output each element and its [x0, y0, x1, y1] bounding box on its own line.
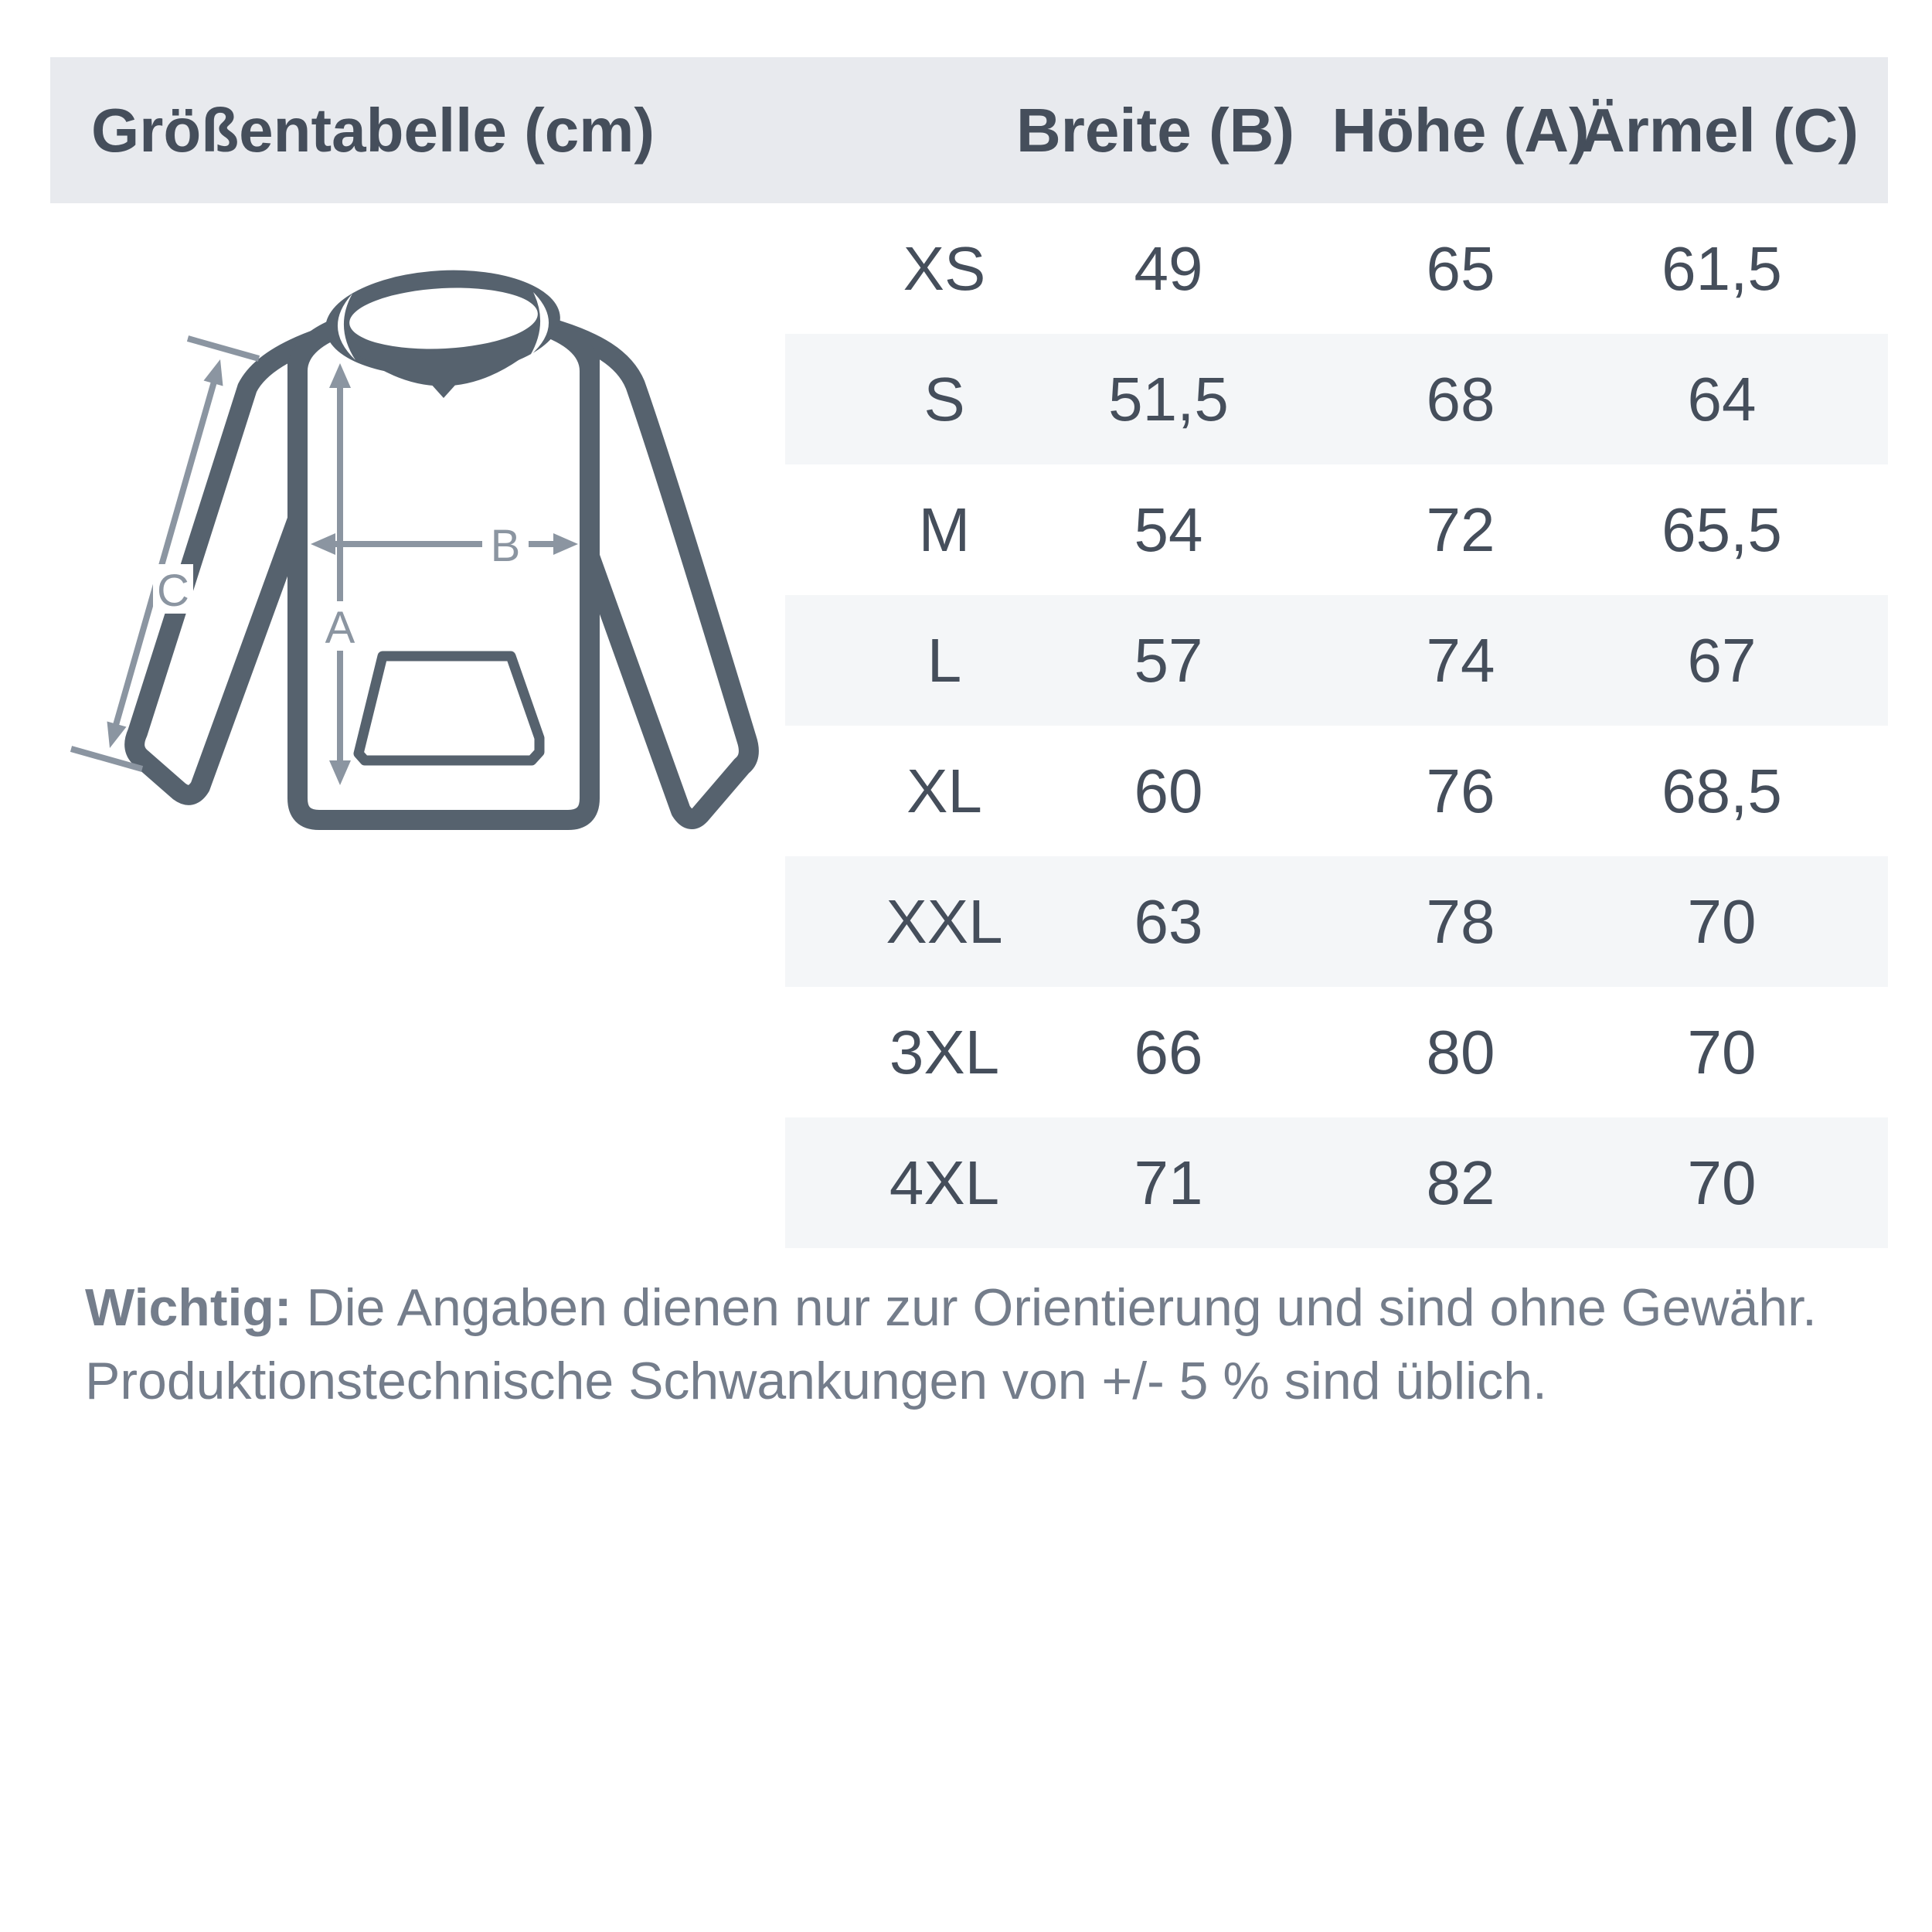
table-row: [785, 726, 1888, 856]
column-header-hoehe: Höhe (A): [1332, 95, 1590, 165]
hoehe-value: 80: [1426, 1017, 1495, 1087]
size-label: M: [918, 495, 971, 564]
size-label: 4XL: [889, 1148, 1000, 1217]
aermel-value: 65,5: [1662, 495, 1782, 564]
hoehe-value: 68: [1426, 364, 1495, 434]
breite-value: 49: [1134, 233, 1203, 303]
size-label: XL: [906, 756, 982, 825]
column-header-aermel: Ärmel (C): [1580, 95, 1859, 165]
hoehe-value: 82: [1426, 1148, 1495, 1217]
aermel-value: 68,5: [1662, 756, 1782, 825]
table-row: [785, 987, 1888, 1117]
sleeve-arrow-head-top-icon: [204, 359, 223, 386]
table-row: [785, 334, 1888, 464]
aermel-value: 61,5: [1662, 233, 1782, 303]
sleeve-arrow-head-bottom-icon: [107, 722, 127, 749]
breite-value: 54: [1134, 495, 1203, 564]
disclaimer-note: [85, 1271, 1901, 1418]
hoehe-value: 74: [1426, 625, 1495, 695]
hoehe-value: 72: [1426, 495, 1495, 564]
width-arrow-label: B: [490, 521, 521, 571]
hoehe-value: 78: [1426, 886, 1495, 956]
table-header: [50, 57, 1888, 203]
table-row: [785, 203, 1888, 334]
breite-value: 71: [1134, 1148, 1203, 1217]
aermel-value: 64: [1687, 364, 1757, 434]
aermel-value: 70: [1687, 1017, 1757, 1087]
breite-value: 57: [1134, 625, 1203, 695]
sleeve-arrow-label: C: [157, 566, 189, 616]
height-arrow-label: A: [325, 603, 355, 653]
breite-value: 51,5: [1108, 364, 1229, 434]
hoehe-value: 76: [1426, 756, 1495, 825]
breite-value: 66: [1134, 1017, 1203, 1087]
breite-value: 60: [1134, 756, 1203, 825]
table-row: [785, 856, 1888, 987]
table-row: [785, 595, 1888, 726]
note-text: Die Angaben dienen nur zur Orientierung und sind ohne Gewähr. Produktionstechnische Schwankungen von +/- 5 % sind üblich.: [85, 1278, 1817, 1410]
size-label: 3XL: [889, 1017, 1000, 1087]
table-row: [785, 1117, 1888, 1248]
hoehe-value: 65: [1426, 233, 1495, 303]
aermel-value: 70: [1687, 1148, 1757, 1217]
page-title: Größentabelle (cm): [91, 95, 655, 165]
aermel-value: 67: [1687, 625, 1757, 695]
sleeve-arrow-cap-top: [188, 338, 259, 359]
aermel-value: 70: [1687, 886, 1757, 956]
column-header-breite: Breite (B): [1015, 95, 1295, 165]
size-label: XS: [903, 233, 986, 303]
size-label: XXL: [886, 886, 1003, 956]
table-row: [785, 464, 1888, 595]
breite-value: 63: [1134, 886, 1203, 956]
size-label: L: [927, 625, 962, 695]
size-label: S: [923, 364, 965, 434]
hoodie-diagram: [62, 232, 804, 866]
kangaroo-pocket: [359, 656, 539, 760]
note-label: Wichtig:: [85, 1278, 292, 1337]
